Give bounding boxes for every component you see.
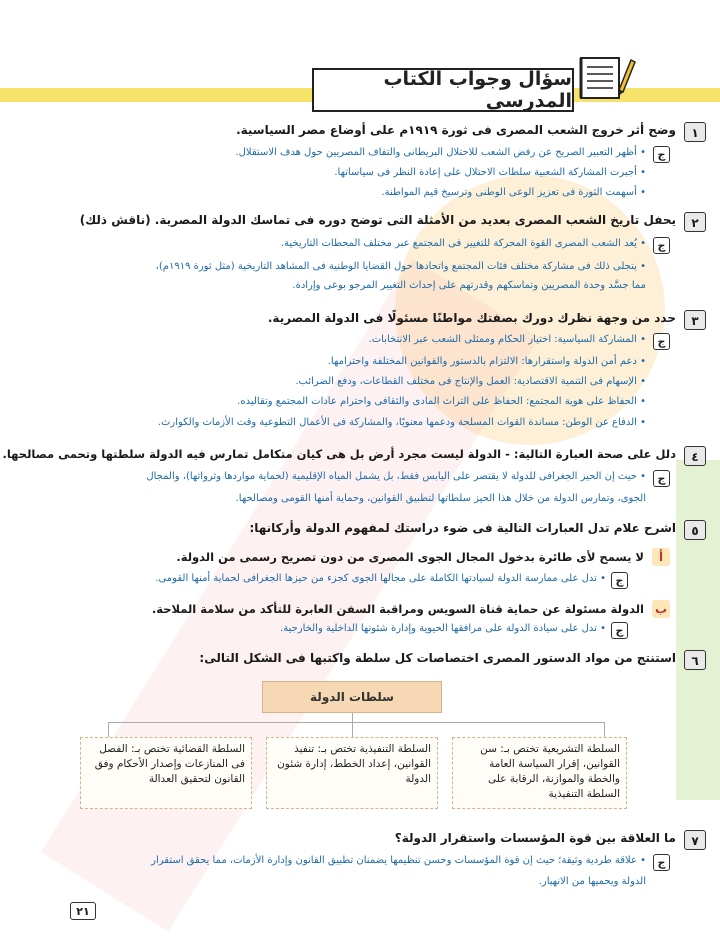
authority-box-executive: السلطة التنفيذية تختص بـ: تنفيذ القوانين، إعداد الخطط، إدارة شئون الدولة <box>266 737 438 809</box>
question-number: ٢ <box>684 212 706 232</box>
section-title-box <box>312 68 574 112</box>
answer-line: • تدل على سيادة الدولة على مرافقها الحيوية وإدارة شئونها الداخلية والخارجية. <box>280 623 606 634</box>
sub-question-label: ب <box>652 600 670 618</box>
question-text: ما العلاقة بين قوة المؤسسات واستقرار الدولة؟ <box>394 831 676 845</box>
question-number: ٣ <box>684 310 706 330</box>
answer-line: • يتجلى ذلك فى مشاركة مختلف فئات المجتمع واتحادها حول القضايا الوطنية فى المشاهد التاريخية (مثل ثورة ١٩١٩م)، <box>155 261 646 272</box>
notebook-pencil-icon <box>575 52 637 102</box>
question-number: ١ <box>684 122 706 142</box>
answer-line: • الإسهام فى التنمية الاقتصادية: العمل والإنتاج فى مختلف القطاعات، ودفع الضرائب. <box>295 376 646 387</box>
answer-line: • الحفاظ على هوية المجتمع: الحفاظ على التراث المادى والثقافى واحترام عادات المجتمع وتقاليده. <box>237 396 646 407</box>
answer-line: مما جسَّد وحدة المصريين وتماسكهم وقدرتهم على إحداث التغيير المرجو بوعى وإرادة. <box>292 280 646 291</box>
question-text: استنتج من مواد الدستور المصرى اختصاصات كل سلطة واكتبها فى الشكل التالى: <box>199 651 676 665</box>
side-strip <box>676 460 720 800</box>
diagram-connector <box>108 722 109 737</box>
answer-line: • تدل على ممارسة الدولة لسيادتها الكاملة على مجالها الجوى كجزء من حيزها الجغرافى لحماية أمنها القومى. <box>155 573 606 584</box>
question-text: حدد من وجهة نظرك دورك بصفتك مواطنًا مسئولًا فى الدولة المصرية. <box>267 311 676 325</box>
page-number: ٢١ <box>70 902 96 920</box>
sub-question-text: لا يسمح لأى طائرة بدخول المجال الجوى المصرى من دون تصريح رسمى من الدولة. <box>176 550 644 564</box>
answer-marker: ج <box>653 854 670 871</box>
question-text: دلل على صحة العبارة التالية: - الدولة ليست مجرد أرض بل هى كيان متكامل تمارس فيه الدولة سلطتها وتحمى مصالحها. <box>2 447 676 461</box>
answer-line: • علاقة طردية وثيقة؛ حيث إن قوة المؤسسات وحسن تنظيمها يضمنان تطبيق القانون وإدارة الأزمات، مما يحقق استقرار <box>151 855 646 866</box>
answer-line: • حيث إن الحيز الجغرافى للدولة لا يقتصر على اليابس فقط، بل يشمل المياه الإقليمية (لحماية مواردها وثرواتها)، والمجال <box>146 471 646 482</box>
question-text: وضح أثر خروج الشعب المصرى فى ثورة ١٩١٩م على أوضاع مصر السياسية. <box>236 123 676 137</box>
answer-line: الدولة ويحميها من الانهيار. <box>538 876 646 887</box>
diagram-connector <box>108 722 604 723</box>
answer-marker: ج <box>611 572 628 589</box>
sub-question-label: أ <box>652 548 670 566</box>
answer-marker: ج <box>653 333 670 350</box>
question-number: ٦ <box>684 650 706 670</box>
question-text: اشرح علام تدل العبارات التالية فى ضوء دراستك لمفهوم الدولة وأركانها: <box>249 521 676 535</box>
answer-line: • أظهر التعبير الصريح عن رفض الشعب للاحتلال البريطانى والتفاف المصريين حول هدف الاستقلال. <box>235 147 646 158</box>
answer-marker: ج <box>653 146 670 163</box>
answer-marker: ج <box>611 622 628 639</box>
answer-line: • دعم أمن الدولة واستقرارها: الالتزام بالدستور والقوانين المختلفة واحترامها. <box>327 356 646 367</box>
diagram-title: سلطات الدولة <box>262 681 442 713</box>
answer-line: • أجبرت المشاركة الشعبية سلطات الاحتلال على إعادة النظر فى سياساتها. <box>334 167 646 178</box>
sub-question-text: الدولة مسئولة عن حماية قناة السويس ومراقبة السفن العابرة للتأكد من سلامة الملاحة. <box>151 602 644 616</box>
answer-line: • يُعد الشعب المصرى القوة المحركة للتغيير فى المجتمع عبر مختلف المحطات التاريخية. <box>280 238 646 249</box>
section-title: سؤال وجواب الكتاب المدرسى <box>383 68 572 112</box>
answer-marker: ج <box>653 237 670 254</box>
answer-marker: ج <box>653 470 670 487</box>
authority-box-legislative: السلطة التشريعية تختص بـ: سن القوانين، إقرار السياسة العامة والخطة والموازنة، الرقابة على السلطة التنفيذية <box>452 737 627 809</box>
diagram-connector <box>352 713 353 722</box>
answer-line: • المشاركة السياسية: اختيار الحكام وممثلى الشعب عبر الانتخابات. <box>368 334 646 345</box>
question-number: ٥ <box>684 520 706 540</box>
diagram-connector <box>352 722 353 737</box>
diagram-connector <box>604 722 605 737</box>
question-text: يحفل تاريخ الشعب المصرى بعديد من الأمثلة التى توضح دوره فى تماسك الدولة المصرية. (ناقش ذلك) <box>79 213 676 227</box>
question-number: ٧ <box>684 830 706 850</box>
question-number: ٤ <box>684 446 706 466</box>
answer-line: • الدفاع عن الوطن: مساندة القوات المسلحة ودعمها معنويًا، والمشاركة فى الأعمال التطوعية وقت الأزمات والكوارث. <box>157 417 646 428</box>
answer-line: • أسهمت الثورة فى تعزيز الوعى الوطنى وترسيخ قيم المواطنة. <box>381 187 646 198</box>
answer-line: الجوى، وتمارس الدولة من خلال هذا الحيز سلطاتها لتطبيق القوانين، وحماية أمنها القومى ومصالحها. <box>235 493 646 504</box>
authority-box-judicial: السلطة القضائية تختص بـ: الفصل فى المنازعات وإصدار الأحكام وفق القانون لتحقيق العدالة <box>80 737 252 809</box>
